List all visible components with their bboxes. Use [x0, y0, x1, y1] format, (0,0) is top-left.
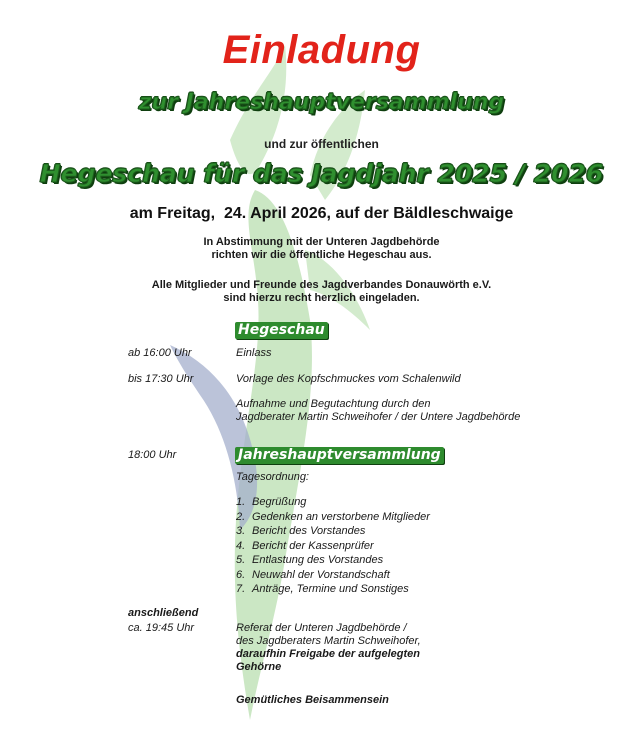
date-location: am Freitag, 24. April 2026, auf der Bäldleschwaige — [129, 205, 514, 222]
agenda-text: Begrüßung — [252, 496, 307, 508]
afterwards-label: anschließend — [128, 607, 199, 619]
jhv-time: 18:00 Uhr — [128, 449, 177, 461]
agenda-item — [236, 495, 430, 510]
agenda-number: 3. — [236, 525, 246, 537]
lecture-line: Referat der Unteren Jagdbehörde / — [236, 622, 407, 634]
agenda-number: 6. — [236, 568, 246, 581]
schedule-time: bis 17:30 Uhr — [128, 373, 194, 385]
hegeschau-heading: Hegeschau — [235, 322, 328, 339]
lecture-line: des Jagdberaters Martin Schweihofer, — [236, 635, 421, 647]
agenda-number: 2. — [236, 510, 246, 523]
schedule-item: Vorlage des Kopfschmuckes vom Schalenwild — [236, 373, 461, 385]
agenda-item — [236, 568, 430, 583]
lecture-text — [236, 622, 421, 674]
agenda-text: Bericht der Kassenprüfer — [252, 539, 374, 552]
intro-line: Alle Mitglieder und Freunde des Jagdverbandes Donauwörth e.V. — [151, 279, 492, 291]
agenda-number: 4. — [236, 539, 246, 552]
agenda-text: Entlastung des Vorstandes — [252, 554, 384, 566]
agenda-number: 7. — [236, 583, 246, 595]
intro-line: sind hierzu recht herzlich eingeladen. — [223, 292, 420, 304]
agenda-number: 5. — [236, 554, 246, 566]
agenda-text: Gedenken an verstorbene Mitglieder — [252, 510, 430, 523]
agenda-text: Anträge, Termine und Sonstiges — [252, 583, 409, 595]
agenda-item — [236, 553, 430, 568]
jhv-heading: Jahreshauptversammlung — [235, 447, 444, 464]
members-paragraph — [0, 279, 643, 305]
invitation-title: Einladung — [222, 28, 421, 72]
agenda-item — [236, 582, 430, 597]
assembly-subtitle: zur Jahreshauptversammlung — [138, 90, 505, 115]
note-line: Jagdberater Martin Schweihofer / der Untere Jagdbehörde — [236, 411, 521, 423]
intro-line: richten wir die öffentliche Hegeschau aus. — [211, 249, 432, 261]
agenda-item — [236, 524, 430, 539]
intro-line: In Abstimmung mit der Unteren Jagdbehörde — [203, 236, 440, 248]
afterwards-time: ca. 19:45 Uhr — [128, 622, 195, 634]
agenda-text: Neuwahl der Vorstandschaft — [252, 568, 390, 581]
release-line: daraufhin Freigabe der aufgelegten — [236, 648, 420, 660]
agenda-list — [236, 495, 430, 597]
agenda-item — [236, 510, 430, 525]
schedule-item: Einlass — [236, 347, 272, 359]
event-title: Hegeschau für das Jagdjahr 2025 / 2026 — [39, 159, 604, 188]
agenda-item — [236, 539, 430, 554]
agenda-number: 1. — [236, 496, 246, 508]
agenda-label: Tagesordnung: — [236, 471, 309, 483]
assessment-note — [236, 398, 520, 424]
note-line: Aufnahme und Begutachtung durch den — [236, 398, 431, 410]
agenda-text: Bericht des Vorstandes — [252, 525, 366, 537]
intro-paragraph — [0, 236, 643, 262]
schedule-time: ab 16:00 Uhr — [128, 347, 192, 359]
closing-text: Gemütliches Beisammensein — [236, 694, 389, 706]
release-line: Gehörne — [236, 661, 282, 673]
public-connector: und zur öffentlichen — [264, 137, 379, 151]
